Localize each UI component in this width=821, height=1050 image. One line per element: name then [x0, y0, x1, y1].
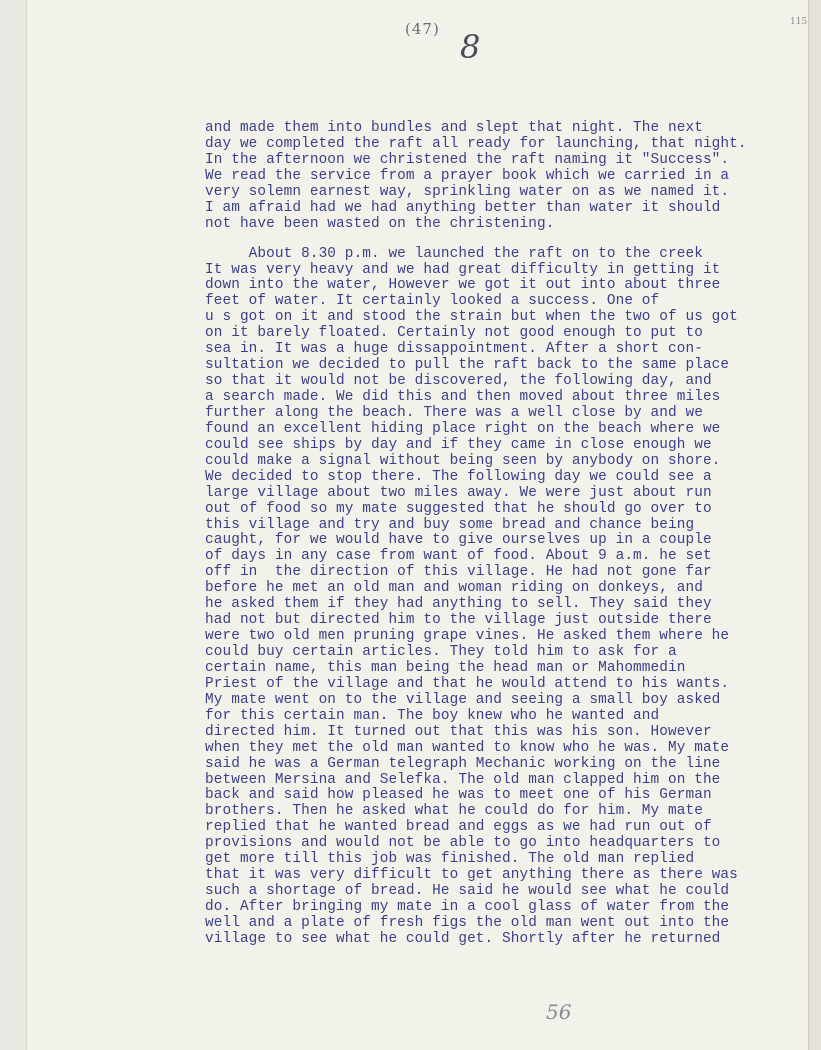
text-line: certain name, this man being the head man or Mahommedin	[205, 659, 686, 676]
text-line: Priest of the village and that he would attend to his wants.	[205, 675, 730, 692]
text-line: I am afraid had we had anything better than water it should	[205, 199, 721, 216]
text-line: out of food so my mate suggested that he should go over to	[205, 500, 712, 517]
top-folio-annotation: (47)	[405, 20, 440, 38]
text-line: were two old men pruning grape vines. He asked them where he	[205, 628, 730, 645]
text-line: directed him. It turned out that this was his son. However	[205, 723, 712, 740]
text-line: had not but directed him to the village just outside there	[205, 612, 712, 629]
text-line: could make a signal without being seen by anybody on shore.	[205, 452, 721, 469]
text-line: so that it would not be discovered, the following day, and	[205, 373, 712, 390]
text-line: replied that he wanted bread and eggs as we had run out of	[205, 819, 712, 836]
text-line: It was very heavy and we had great difficulty in getting it	[205, 261, 721, 278]
text-line: My mate went on to the village and seeing a small boy asked	[205, 691, 721, 708]
text-line: very solemn earnest way, sprinkling water on as we named it.	[205, 183, 730, 200]
text-line: such a shortage of bread. He said he would see what he could	[205, 883, 730, 900]
text-line: found an excellent hiding place right on the beach where we	[205, 420, 721, 437]
text-line: could buy certain articles. They told him to ask for a	[205, 644, 677, 660]
text-line: between Mersina and Selefka. The old man clapped him on the	[205, 771, 721, 788]
text-line: well and a plate of fresh figs the old man went out into the	[205, 914, 730, 931]
bottom-page-number: 56	[546, 1000, 572, 1024]
text-line: day we completed the raft all ready for launching, that night.	[205, 135, 747, 152]
handwritten-page-number: 8	[460, 28, 481, 66]
text-line: when they met the old man wanted to know who he was. My mate	[205, 739, 730, 756]
text-line: In the afternoon we christened the raft naming it "Success".	[205, 151, 730, 168]
corner-folio-number: 115	[790, 17, 808, 27]
text-line: this village and try and buy some bread and chance being	[205, 516, 695, 533]
left-binding-margin	[0, 0, 27, 1050]
text-line: back and said how pleased he was to meet one of his German	[205, 787, 712, 804]
text-line: for this certain man. The boy knew who he wanted and	[205, 707, 660, 724]
text-line: down into the water, However we got it out into about three	[205, 277, 721, 294]
text-line: brothers. Then he asked what he could do for him. My mate	[205, 803, 703, 820]
text-line: off in the direction of this village. He had not gone far	[205, 564, 712, 581]
text-line: and made them into bundles and slept that night. The next	[205, 120, 703, 136]
text-line: feet of water. It certainly looked a success. One of	[205, 293, 660, 310]
paragraph-gap	[205, 233, 815, 247]
text-line: he asked them if they had anything to sell. They said they	[205, 596, 712, 613]
text-line: sea in. It was a huge dissappointment. After a short con-	[205, 341, 703, 358]
text-line: could see ships by day and if they came in close enough we	[205, 436, 712, 453]
text-line: u s got on it and stood the strain but when the two of us got	[205, 309, 738, 326]
text-line: provisions and would not be able to go into headquarters to	[205, 835, 721, 852]
typewritten-body	[205, 121, 815, 948]
text-line: of days in any case from want of food. About 9 a.m. he set	[205, 548, 712, 565]
text-line: not have been wasted on the christening.	[205, 215, 555, 232]
text-line: We read the service from a prayer book which we carried in a	[205, 167, 730, 184]
text-line: a search made. We did this and then moved about three miles	[205, 389, 721, 405]
text-line: We decided to stop there. The following day we could see a	[205, 468, 712, 485]
text-line: further along the beach. There was a well close by and we	[205, 404, 703, 421]
text-line: sultation we decided to pull the raft back to the same place	[205, 357, 730, 374]
text-line: said he was a German telegraph Mechanic working on the line	[205, 755, 721, 772]
text-line: get more till this job was finished. The old man replied	[205, 851, 695, 868]
text-line: caught, for we would have to give ourselves up in a couple	[205, 532, 712, 549]
text-line: that it was very difficult to get anything there as there was	[205, 867, 738, 884]
text-line: About 8.30 p.m. we launched the raft on to the creek	[205, 245, 703, 262]
text-line: on it barely floated. Certainly not good enough to put to	[205, 325, 703, 342]
text-line: large village about two miles away. We were just about run	[205, 484, 712, 501]
text-line: before he met an old man and woman riding on donkeys, and	[205, 580, 703, 597]
text-line: do. After bringing my mate in a cool glass of water from the	[205, 899, 730, 915]
text-line: village to see what he could get. Shortly after he returned	[205, 930, 721, 947]
